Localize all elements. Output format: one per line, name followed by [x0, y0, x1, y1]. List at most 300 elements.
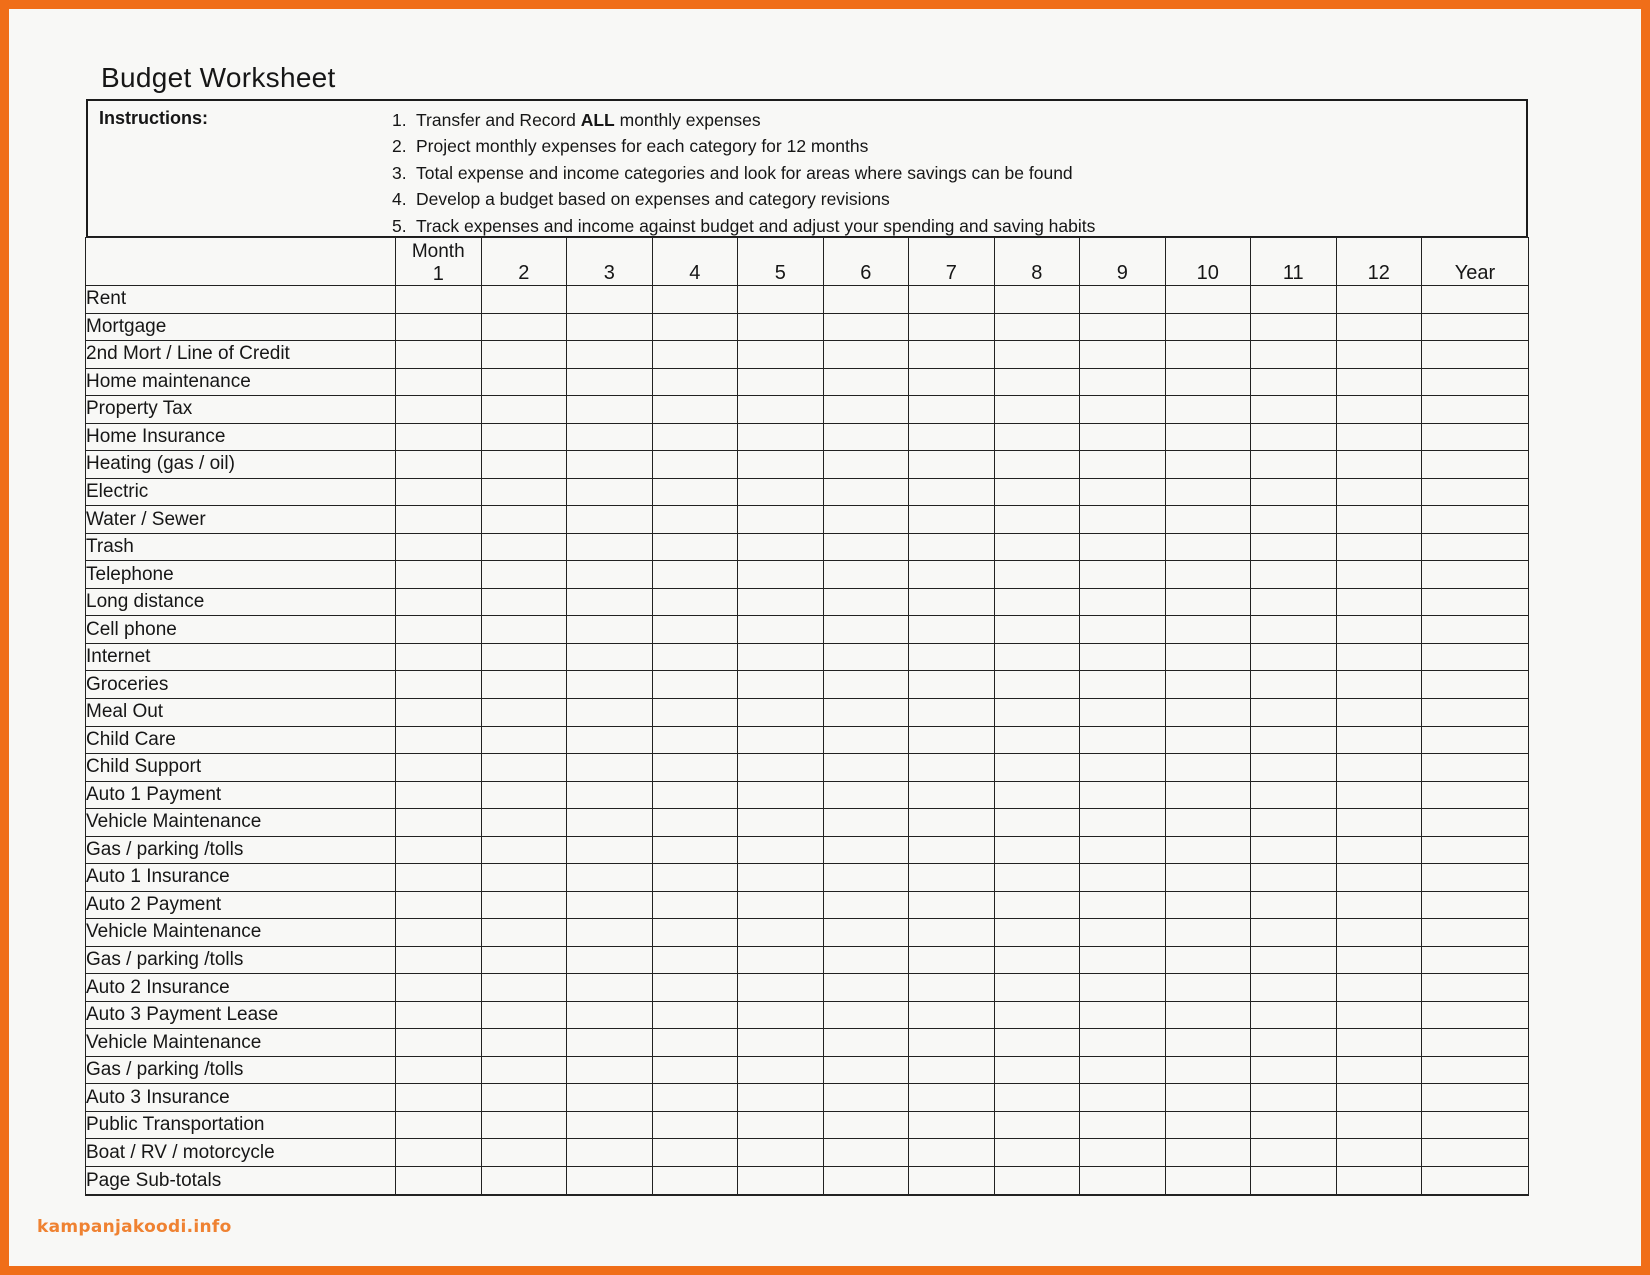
month-cell	[1165, 671, 1251, 699]
row-label: Gas / parking /tolls	[86, 946, 396, 974]
month-cell	[567, 809, 653, 837]
month-cell	[396, 1056, 482, 1084]
month-cell	[396, 1167, 482, 1196]
year-cell	[1422, 809, 1529, 837]
row-label: Auto 1 Insurance	[86, 864, 396, 892]
month-cell	[567, 671, 653, 699]
month-cell	[738, 286, 824, 314]
month-cell	[823, 533, 909, 561]
row-label: Long distance	[86, 588, 396, 616]
month-cell	[652, 423, 738, 451]
month-cell	[652, 698, 738, 726]
row-label: Home Insurance	[86, 423, 396, 451]
month-cell	[1251, 726, 1337, 754]
month-cell	[396, 864, 482, 892]
table-row	[86, 946, 1529, 974]
header-cell-month-3: 3	[567, 238, 653, 286]
month-cell	[481, 286, 567, 314]
month-cell	[1165, 286, 1251, 314]
month-cell	[396, 451, 482, 479]
month-cell	[1336, 561, 1422, 589]
month-cell	[1251, 1111, 1337, 1139]
month-cell	[652, 643, 738, 671]
table-row	[86, 506, 1529, 534]
table-row	[86, 726, 1529, 754]
month-cell	[1080, 1001, 1166, 1029]
month-cell	[652, 671, 738, 699]
month-cell	[1080, 286, 1166, 314]
month-cell	[994, 1111, 1080, 1139]
month-cell	[396, 478, 482, 506]
month-cell	[909, 781, 995, 809]
month-cell	[1165, 313, 1251, 341]
month-cell	[1336, 974, 1422, 1002]
month-cell	[994, 1139, 1080, 1167]
month-cell	[652, 533, 738, 561]
month-cell	[481, 561, 567, 589]
instruction-text: Project monthly expenses for each category for 12 months	[416, 136, 869, 157]
month-cell	[1165, 1111, 1251, 1139]
month-cell	[1251, 754, 1337, 782]
month-cell	[1251, 1056, 1337, 1084]
table-row	[86, 781, 1529, 809]
row-label: Home maintenance	[86, 368, 396, 396]
header-cell-month-11: 11	[1251, 238, 1337, 286]
month-cell	[652, 1167, 738, 1196]
year-cell	[1422, 1084, 1529, 1112]
month-cell	[1080, 423, 1166, 451]
month-cell	[1080, 754, 1166, 782]
month-cell	[1165, 698, 1251, 726]
month-cell	[823, 726, 909, 754]
month-cell	[652, 616, 738, 644]
month-cell	[652, 561, 738, 589]
row-label: Gas / parking /tolls	[86, 1056, 396, 1084]
month-cell	[1336, 451, 1422, 479]
table-row	[86, 616, 1529, 644]
month-cell	[481, 726, 567, 754]
month-cell	[994, 836, 1080, 864]
instruction-item-4	[392, 186, 1512, 212]
month-cell	[396, 368, 482, 396]
month-cell	[481, 368, 567, 396]
row-label: Child Support	[86, 754, 396, 782]
month-cell	[567, 478, 653, 506]
row-label: Property Tax	[86, 396, 396, 424]
month-cell	[567, 891, 653, 919]
header-cell-month-5: 5	[738, 238, 824, 286]
header-cell-month-9: 9	[1080, 238, 1166, 286]
table-row	[86, 313, 1529, 341]
month-cell	[652, 1029, 738, 1057]
year-cell	[1422, 368, 1529, 396]
month-cell	[652, 506, 738, 534]
month-cell	[567, 643, 653, 671]
month-cell	[823, 1056, 909, 1084]
month-cell	[1336, 313, 1422, 341]
month-cell	[823, 754, 909, 782]
month-cell	[567, 1029, 653, 1057]
year-cell	[1422, 864, 1529, 892]
month-cell	[1080, 643, 1166, 671]
month-cell	[994, 286, 1080, 314]
month-cell	[823, 698, 909, 726]
row-label: Electric	[86, 478, 396, 506]
month-cell	[1165, 478, 1251, 506]
month-cell	[1251, 946, 1337, 974]
header-cell-month-2: 2	[481, 238, 567, 286]
month-cell	[1336, 1029, 1422, 1057]
month-cell	[823, 809, 909, 837]
month-cell	[481, 1084, 567, 1112]
month-cell	[652, 1084, 738, 1112]
month-cell	[396, 533, 482, 561]
month-cell	[738, 946, 824, 974]
month-cell	[1336, 506, 1422, 534]
month-cell	[567, 588, 653, 616]
table-row	[86, 671, 1529, 699]
month-cell	[652, 588, 738, 616]
instruction-number: 3.	[392, 162, 407, 183]
row-label: Vehicle Maintenance	[86, 919, 396, 947]
row-label: Mortgage	[86, 313, 396, 341]
month-cell	[567, 533, 653, 561]
month-cell	[1080, 478, 1166, 506]
month-cell	[396, 698, 482, 726]
month-cell	[481, 313, 567, 341]
year-cell	[1422, 919, 1529, 947]
month-cell	[1080, 726, 1166, 754]
month-cell	[994, 726, 1080, 754]
row-label: Water / Sewer	[86, 506, 396, 534]
month-cell	[652, 974, 738, 1002]
year-cell	[1422, 643, 1529, 671]
month-cell	[909, 671, 995, 699]
month-cell	[1080, 341, 1166, 369]
month-cell	[1165, 368, 1251, 396]
month-cell	[1336, 1084, 1422, 1112]
month-cell	[652, 891, 738, 919]
month-cell	[823, 1111, 909, 1139]
month-cell	[909, 891, 995, 919]
table-row	[86, 368, 1529, 396]
month-cell	[1336, 809, 1422, 837]
row-label: Vehicle Maintenance	[86, 809, 396, 837]
row-label: Vehicle Maintenance	[86, 1029, 396, 1057]
month-cell	[738, 1029, 824, 1057]
month-cell	[1251, 1139, 1337, 1167]
month-cell	[1165, 809, 1251, 837]
row-label: Auto 2 Payment	[86, 891, 396, 919]
month-cell	[738, 1111, 824, 1139]
month-cell	[481, 1029, 567, 1057]
row-label: Telephone	[86, 561, 396, 589]
month-cell	[1251, 809, 1337, 837]
month-cell	[396, 561, 482, 589]
month-cell	[652, 451, 738, 479]
month-cell	[567, 698, 653, 726]
year-cell	[1422, 781, 1529, 809]
month-cell	[481, 1001, 567, 1029]
month-cell	[481, 533, 567, 561]
table-row	[86, 1139, 1529, 1167]
month-cell	[1165, 1167, 1251, 1196]
table-row	[86, 533, 1529, 561]
month-cell	[738, 506, 824, 534]
table-row	[86, 891, 1529, 919]
month-cell	[1336, 671, 1422, 699]
month-cell	[1336, 919, 1422, 947]
instructions-label: Instructions:	[99, 108, 209, 128]
instructions-list	[392, 107, 1512, 239]
month-cell	[823, 671, 909, 699]
month-cell	[396, 313, 482, 341]
month-cell	[738, 754, 824, 782]
month-cell	[738, 726, 824, 754]
month-cell	[1251, 836, 1337, 864]
year-cell	[1422, 341, 1529, 369]
instruction-item-1	[392, 107, 1512, 133]
month-cell	[1336, 478, 1422, 506]
month-cell	[909, 616, 995, 644]
month-cell	[1165, 533, 1251, 561]
month-cell	[396, 616, 482, 644]
month-cell	[396, 781, 482, 809]
table-row	[86, 698, 1529, 726]
month-cell	[396, 341, 482, 369]
month-cell	[738, 643, 824, 671]
month-cell	[1165, 451, 1251, 479]
month-cell	[567, 1084, 653, 1112]
month-cell	[567, 1001, 653, 1029]
month-cell	[1165, 1029, 1251, 1057]
row-label: Groceries	[86, 671, 396, 699]
month-cell	[994, 1056, 1080, 1084]
month-cell	[567, 616, 653, 644]
month-cell	[1165, 946, 1251, 974]
table-row	[86, 643, 1529, 671]
month-cell	[1251, 451, 1337, 479]
month-cell	[994, 533, 1080, 561]
month-cell	[481, 588, 567, 616]
month-cell	[396, 286, 482, 314]
month-cell	[823, 1029, 909, 1057]
month-cell	[1165, 891, 1251, 919]
month-cell	[823, 919, 909, 947]
month-cell	[1165, 1139, 1251, 1167]
month-cell	[738, 864, 824, 892]
month-cell	[481, 341, 567, 369]
month-cell	[567, 836, 653, 864]
table-row	[86, 588, 1529, 616]
month-label: Month	[411, 241, 465, 262]
month-cell	[1251, 286, 1337, 314]
month-cell	[1336, 533, 1422, 561]
month-cell	[1165, 616, 1251, 644]
month-cell	[567, 423, 653, 451]
month-cell	[481, 698, 567, 726]
row-label: Gas / parking /tolls	[86, 836, 396, 864]
month-cell	[994, 1167, 1080, 1196]
month-cell	[1251, 1084, 1337, 1112]
month-cell	[1336, 588, 1422, 616]
month-cell	[994, 396, 1080, 424]
month-cell	[1251, 423, 1337, 451]
month-cell	[823, 368, 909, 396]
month-cell	[481, 506, 567, 534]
month-cell	[481, 451, 567, 479]
month-cell	[738, 974, 824, 1002]
month-cell	[652, 1001, 738, 1029]
instructions-box	[86, 99, 1528, 238]
month-cell	[652, 754, 738, 782]
instruction-item-2	[392, 133, 1512, 159]
budget-table	[85, 237, 1529, 1196]
month-cell	[909, 643, 995, 671]
month-cell	[1336, 341, 1422, 369]
month-cell	[1251, 396, 1337, 424]
month-cell	[1080, 809, 1166, 837]
row-label: Child Care	[86, 726, 396, 754]
watermark: kampanjakoodi.info	[37, 1217, 232, 1237]
month-cell	[909, 588, 995, 616]
row-label: Auto 3 Payment Lease	[86, 1001, 396, 1029]
instruction-text: Transfer and Record ALL monthly expenses	[416, 110, 761, 130]
month-cell	[823, 286, 909, 314]
year-cell	[1422, 286, 1529, 314]
year-cell	[1422, 561, 1529, 589]
month-cell	[396, 809, 482, 837]
month-cell	[1080, 698, 1166, 726]
month-cell	[652, 809, 738, 837]
month-cell	[652, 781, 738, 809]
month-cell	[994, 506, 1080, 534]
month-cell	[1336, 1167, 1422, 1196]
month-cell	[396, 974, 482, 1002]
month-cell	[1165, 396, 1251, 424]
row-label: Public Transportation	[86, 1111, 396, 1139]
month-cell	[738, 1001, 824, 1029]
month-cell	[909, 1056, 995, 1084]
year-cell	[1422, 1029, 1529, 1057]
month-cell	[994, 781, 1080, 809]
month-cell	[994, 891, 1080, 919]
month-cell	[1080, 781, 1166, 809]
month-cell	[994, 974, 1080, 1002]
month-cell	[1165, 423, 1251, 451]
year-cell	[1422, 1139, 1529, 1167]
month-cell	[909, 313, 995, 341]
month-cell	[909, 506, 995, 534]
month-cell	[738, 1084, 824, 1112]
row-label: Auto 3 Insurance	[86, 1084, 396, 1112]
month-cell	[652, 946, 738, 974]
instruction-text: Total expense and income categories and look for areas where savings can be found	[416, 162, 1073, 183]
month-cell	[1080, 313, 1166, 341]
month-cell	[1251, 1167, 1337, 1196]
table-row	[86, 1056, 1529, 1084]
month-cell	[1165, 1084, 1251, 1112]
header-cell-month-8: 8	[994, 238, 1080, 286]
row-label: Meal Out	[86, 698, 396, 726]
month-cell	[396, 423, 482, 451]
month-cell	[909, 726, 995, 754]
instruction-number: 4.	[392, 189, 407, 210]
month-cell	[567, 864, 653, 892]
month-cell	[823, 1084, 909, 1112]
month-cell	[738, 616, 824, 644]
month-cell	[1251, 478, 1337, 506]
month-cell	[567, 754, 653, 782]
month-cell	[1165, 726, 1251, 754]
month-cell	[1080, 533, 1166, 561]
month-cell	[567, 561, 653, 589]
month-cell	[823, 341, 909, 369]
month-cell	[1080, 1111, 1166, 1139]
month-cell	[1336, 616, 1422, 644]
month-cell	[823, 478, 909, 506]
year-cell	[1422, 1001, 1529, 1029]
year-cell	[1422, 533, 1529, 561]
month-cell	[567, 341, 653, 369]
month-cell	[738, 478, 824, 506]
table-row	[86, 809, 1529, 837]
month-cell	[481, 478, 567, 506]
header-cell-month-4: 4	[652, 238, 738, 286]
month-cell	[738, 533, 824, 561]
month-cell	[909, 1111, 995, 1139]
month-cell	[1336, 698, 1422, 726]
month-cell	[1251, 698, 1337, 726]
month-cell	[652, 864, 738, 892]
month-cell	[396, 1029, 482, 1057]
instruction-number: 2.	[392, 136, 407, 157]
month-cell	[481, 396, 567, 424]
month-cell	[396, 836, 482, 864]
month-cell	[909, 946, 995, 974]
month-cell	[652, 726, 738, 754]
year-cell	[1422, 698, 1529, 726]
month-cell	[909, 341, 995, 369]
month-cell	[994, 1001, 1080, 1029]
month-cell	[738, 368, 824, 396]
month-cell	[738, 423, 824, 451]
month-cell	[738, 891, 824, 919]
month-cell	[823, 506, 909, 534]
month-cell	[994, 946, 1080, 974]
table-row	[86, 974, 1529, 1002]
table-row	[86, 836, 1529, 864]
month-cell	[994, 423, 1080, 451]
month-cell	[994, 368, 1080, 396]
month-cell	[396, 588, 482, 616]
month-cell	[738, 1167, 824, 1196]
month-cell	[1336, 754, 1422, 782]
month-cell	[909, 1139, 995, 1167]
month-cell	[567, 451, 653, 479]
month-cell	[1080, 561, 1166, 589]
month-cell	[652, 1111, 738, 1139]
table-row	[86, 919, 1529, 947]
month-cell	[1165, 1001, 1251, 1029]
month-cell	[567, 946, 653, 974]
month-cell	[994, 478, 1080, 506]
year-cell	[1422, 588, 1529, 616]
month-cell	[652, 1056, 738, 1084]
table-row	[86, 478, 1529, 506]
month-cell	[396, 919, 482, 947]
month-cell	[1165, 974, 1251, 1002]
